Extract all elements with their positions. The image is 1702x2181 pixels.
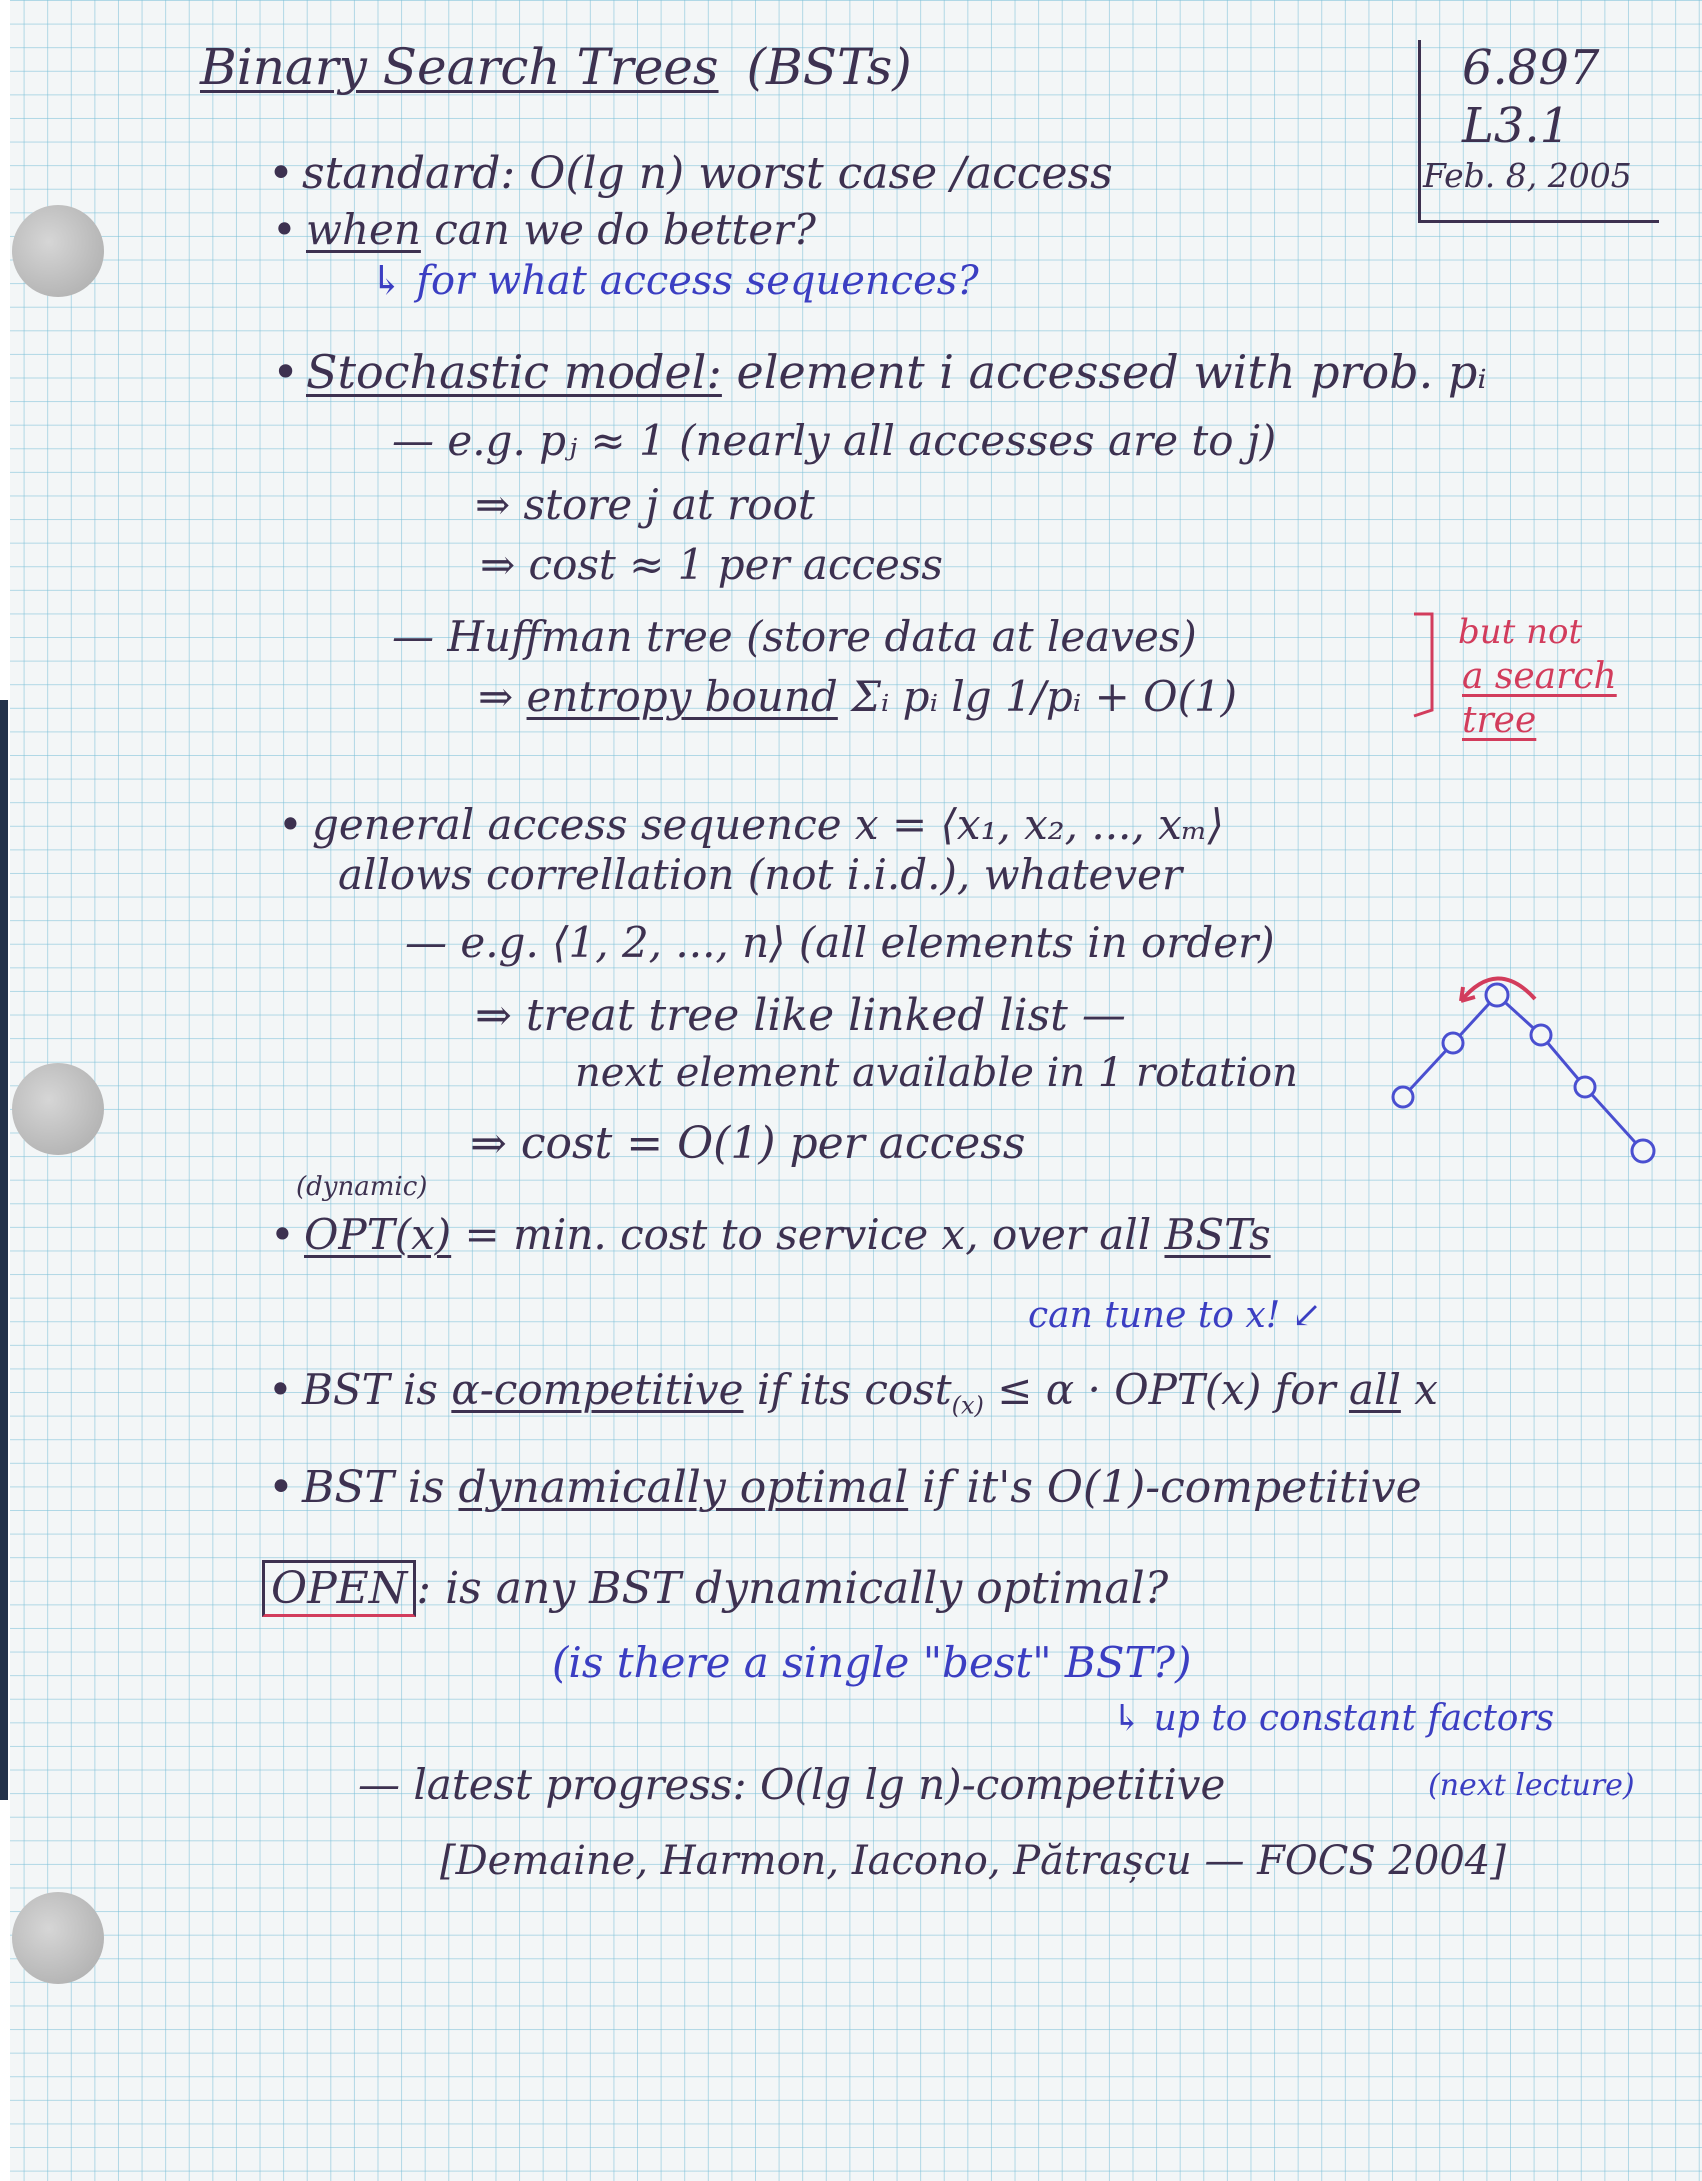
line-store: ⇒ store j at root	[475, 480, 815, 529]
line-open: OPEN : is any BST dynamically optimal?	[262, 1560, 1168, 1617]
lecture-number: L3.1	[1462, 98, 1571, 154]
line-when: • when can we do better?	[306, 205, 816, 254]
dynamic-annotation: (dynamic)	[296, 1172, 428, 1202]
line-standard: • standard: O(lg n) worst case /access	[302, 148, 1113, 199]
hole-punch-top	[12, 205, 104, 297]
line-latest-progress: — latest progress: O(lg lg n)-competitive	[358, 1760, 1226, 1809]
line-huffman: — Huffman tree (store data at leaves)	[392, 612, 1197, 661]
lecture-date: Feb. 8, 2005	[1423, 156, 1632, 195]
line-treat: ⇒ treat tree like linked list —	[475, 990, 1126, 1041]
line-entropy: ⇒ entropy bound Σᵢ pᵢ lg 1/pᵢ + O(1)	[478, 672, 1238, 721]
course-number: 6.897	[1462, 40, 1600, 96]
hole-punch-bottom	[12, 1892, 104, 1984]
line-stochastic: • Stochastic model: element i accessed with prob. pᵢ	[306, 345, 1487, 399]
line-allows: allows correllation (not i.i.d.), whatever	[338, 850, 1183, 899]
rotation-tree-diagram	[1385, 975, 1645, 1175]
bracket-icon	[1412, 610, 1452, 720]
line-tune: can tune to x! ↙	[1028, 1295, 1322, 1336]
open-box: OPEN	[262, 1560, 416, 1617]
hole-punch-middle	[12, 1063, 104, 1155]
page-title: Binary Search Trees (BSTs)	[200, 38, 912, 96]
line-up-to-constant: ↳ up to constant factors	[1112, 1698, 1555, 1739]
binder-strip	[0, 700, 8, 1800]
line-next: next element available in 1 rotation	[575, 1050, 1298, 1096]
note-not-search-3: tree	[1462, 700, 1537, 741]
line-eg1: — e.g. pⱼ ≈ 1 (nearly all accesses are to j)	[392, 416, 1277, 465]
line-next-lecture: (next lecture)	[1428, 1768, 1635, 1803]
line-alpha: • BST is α-competitive if its cost$_{(x)}$ ≤ α · OPT(x) for all x	[302, 1365, 1438, 1419]
line-single-best: (is there a single "best" BST?)	[552, 1638, 1192, 1687]
line-eg2: — e.g. ⟨1, 2, ..., n⟩ (all elements in order)	[405, 918, 1275, 967]
note-not-search-1: but not	[1458, 612, 1583, 652]
line-dynamically-optimal: • BST is dynamically optimal if it's O(1)-competitive	[302, 1462, 1422, 1513]
line-cost2: ⇒ cost = O(1) per access	[470, 1118, 1026, 1169]
note-not-search-2: a search	[1462, 656, 1617, 697]
line-when-sub: ↳ for what access sequences?	[370, 258, 979, 304]
line-opt: • OPT(x) = min. cost to service x, over all BSTs	[304, 1210, 1271, 1259]
line-general: • general access sequence x = ⟨x₁, x₂, ..., xₘ⟩	[312, 800, 1224, 849]
line-cost1: ⇒ cost ≈ 1 per access	[480, 540, 943, 589]
line-citation: [Demaine, Harmon, Iacono, Pătrașcu — FOCS 2004]	[440, 1838, 1506, 1884]
